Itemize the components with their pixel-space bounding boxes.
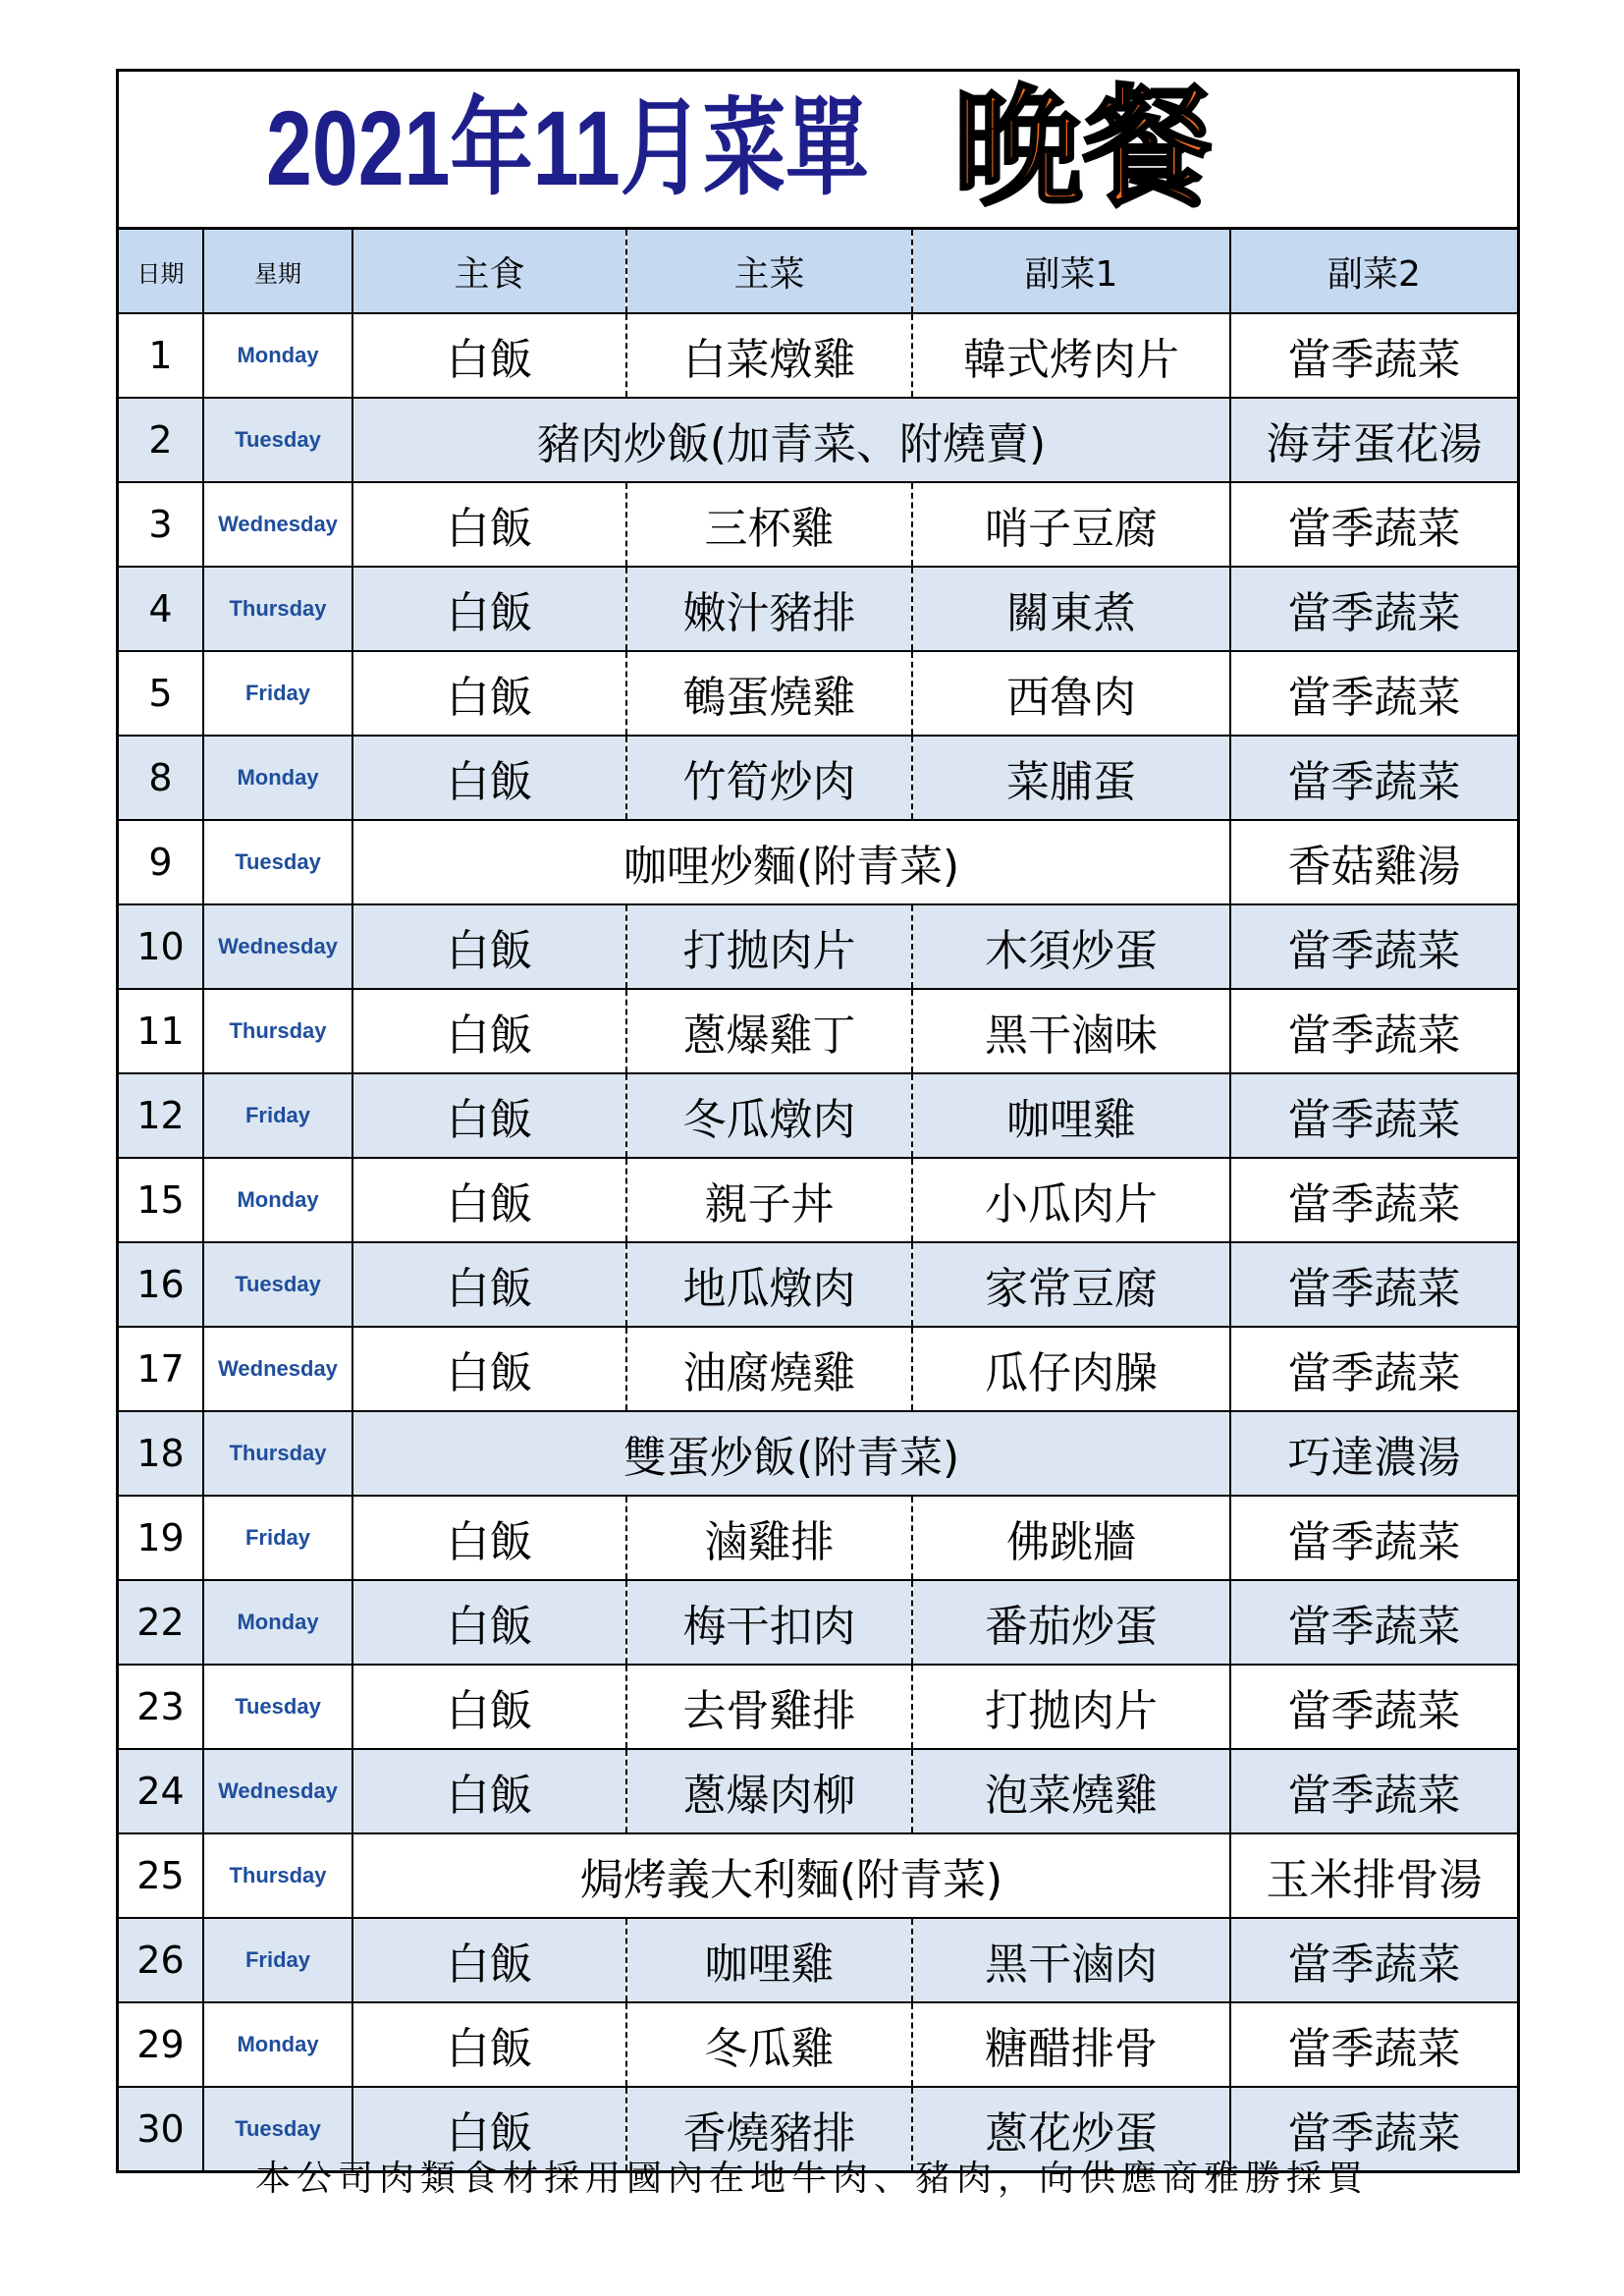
cell-staple: 白飯 xyxy=(352,1665,626,1749)
cell-side2: 海芽蛋花湯 xyxy=(1230,398,1517,482)
cell-day: Tuesday xyxy=(203,398,352,482)
cell-staple: 白飯 xyxy=(352,989,626,1073)
cell-staple: 白飯 xyxy=(352,2087,626,2170)
cell-day: Thursday xyxy=(203,989,352,1073)
cell-day: Wednesday xyxy=(203,904,352,989)
table-row xyxy=(119,1749,1517,1833)
cell-date: 11 xyxy=(119,989,203,1073)
header-side2: 副菜2 xyxy=(1230,230,1517,313)
table-row xyxy=(119,1918,1517,2002)
table-row xyxy=(119,313,1517,398)
cell-day: Thursday xyxy=(203,1833,352,1918)
cell-side1: 番茄炒蛋 xyxy=(912,1580,1230,1665)
cell-day: Friday xyxy=(203,1918,352,2002)
menu-body xyxy=(119,313,1517,2170)
cell-side2: 香菇雞湯 xyxy=(1230,820,1517,904)
cell-side1: 小瓜肉片 xyxy=(912,1158,1230,1242)
cell-day: Monday xyxy=(203,1158,352,1242)
cell-combined-dish: 焗烤義大利麵(附青菜) xyxy=(352,1833,1230,1918)
cell-side1: 黑干滷肉 xyxy=(912,1918,1230,2002)
cell-side1: 咖哩雞 xyxy=(912,1073,1230,1158)
cell-day: Tuesday xyxy=(203,2087,352,2170)
cell-staple: 白飯 xyxy=(352,1918,626,2002)
table-row xyxy=(119,1665,1517,1749)
cell-staple: 白飯 xyxy=(352,1242,626,1327)
header-side1: 副菜1 xyxy=(912,230,1230,313)
cell-date: 26 xyxy=(119,1918,203,2002)
cell-main-dish: 滷雞排 xyxy=(626,1496,912,1580)
cell-main-dish: 梅干扣肉 xyxy=(626,1580,912,1665)
cell-day: Monday xyxy=(203,736,352,820)
cell-main-dish: 油腐燒雞 xyxy=(626,1327,912,1411)
cell-date: 4 xyxy=(119,567,203,651)
cell-side1: 佛跳牆 xyxy=(912,1496,1230,1580)
cell-day: Tuesday xyxy=(203,1665,352,1749)
table-row xyxy=(119,820,1517,904)
cell-side2: 當季蔬菜 xyxy=(1230,1158,1517,1242)
cell-staple: 白飯 xyxy=(352,567,626,651)
table-row xyxy=(119,989,1517,1073)
cell-side1: 關東煮 xyxy=(912,567,1230,651)
cell-staple: 白飯 xyxy=(352,1580,626,1665)
footer-note: 本公司肉類食材採用國內在地牛肉、豬肉，向供應商雅勝採買 xyxy=(254,2159,1369,2199)
cell-side2: 當季蔬菜 xyxy=(1230,567,1517,651)
cell-side2: 當季蔬菜 xyxy=(1230,1665,1517,1749)
cell-staple: 白飯 xyxy=(352,2002,626,2087)
cell-side1: 糖醋排骨 xyxy=(912,2002,1230,2087)
cell-day: Tuesday xyxy=(203,1242,352,1327)
cell-staple: 白飯 xyxy=(352,1496,626,1580)
cell-main-dish: 三杯雞 xyxy=(626,482,912,567)
header-main: 主菜 xyxy=(626,230,912,313)
cell-main-dish: 鵪蛋燒雞 xyxy=(626,651,912,736)
cell-date: 30 xyxy=(119,2087,203,2170)
cell-side2: 當季蔬菜 xyxy=(1230,736,1517,820)
cell-date: 24 xyxy=(119,1749,203,1833)
cell-staple: 白飯 xyxy=(352,313,626,398)
cell-staple: 白飯 xyxy=(352,736,626,820)
table-row xyxy=(119,1496,1517,1580)
cell-date: 19 xyxy=(119,1496,203,1580)
cell-main-dish: 去骨雞排 xyxy=(626,1665,912,1749)
table-row xyxy=(119,1327,1517,1411)
cell-date: 12 xyxy=(119,1073,203,1158)
table-row xyxy=(119,1158,1517,1242)
header-day: 星期 xyxy=(203,230,352,313)
table-row xyxy=(119,1580,1517,1665)
cell-side2: 當季蔬菜 xyxy=(1230,313,1517,398)
title-banner xyxy=(119,72,1517,230)
cell-side2: 當季蔬菜 xyxy=(1230,482,1517,567)
cell-side2: 當季蔬菜 xyxy=(1230,1242,1517,1327)
cell-side2: 當季蔬菜 xyxy=(1230,904,1517,989)
cell-main-dish: 蔥爆雞丁 xyxy=(626,989,912,1073)
cell-combined-dish: 豬肉炒飯(加青菜、附燒賣) xyxy=(352,398,1230,482)
cell-main-dish: 冬瓜雞 xyxy=(626,2002,912,2087)
cell-side1: 黑干滷味 xyxy=(912,989,1230,1073)
cell-staple: 白飯 xyxy=(352,482,626,567)
cell-main-dish: 嫩汁豬排 xyxy=(626,567,912,651)
cell-date: 25 xyxy=(119,1833,203,1918)
table-row xyxy=(119,2002,1517,2087)
cell-combined-dish: 咖哩炒麵(附青菜) xyxy=(352,820,1230,904)
cell-side2: 當季蔬菜 xyxy=(1230,989,1517,1073)
cell-date: 15 xyxy=(119,1158,203,1242)
cell-date: 18 xyxy=(119,1411,203,1496)
cell-date: 23 xyxy=(119,1665,203,1749)
menu-table-frame xyxy=(116,69,1520,2173)
table-row xyxy=(119,651,1517,736)
cell-side2: 當季蔬菜 xyxy=(1230,1580,1517,1665)
cell-combined-dish: 雙蛋炒飯(附青菜) xyxy=(352,1411,1230,1496)
cell-date: 2 xyxy=(119,398,203,482)
cell-staple: 白飯 xyxy=(352,904,626,989)
cell-staple: 白飯 xyxy=(352,1327,626,1411)
cell-side1: 菜脯蛋 xyxy=(912,736,1230,820)
cell-day: Friday xyxy=(203,651,352,736)
cell-day: Monday xyxy=(203,313,352,398)
cell-main-dish: 咖哩雞 xyxy=(626,1918,912,2002)
table-row xyxy=(119,1073,1517,1158)
cell-date: 10 xyxy=(119,904,203,989)
header-staple: 主食 xyxy=(352,230,626,313)
cell-side1: 木須炒蛋 xyxy=(912,904,1230,989)
cell-side2: 當季蔬菜 xyxy=(1230,1496,1517,1580)
cell-main-dish: 白菜燉雞 xyxy=(626,313,912,398)
cell-day: Friday xyxy=(203,1073,352,1158)
cell-side2: 當季蔬菜 xyxy=(1230,2087,1517,2170)
cell-side2: 當季蔬菜 xyxy=(1230,1327,1517,1411)
cell-day: Wednesday xyxy=(203,1749,352,1833)
cell-date: 17 xyxy=(119,1327,203,1411)
table-row xyxy=(119,1411,1517,1496)
cell-date: 22 xyxy=(119,1580,203,1665)
cell-date: 29 xyxy=(119,2002,203,2087)
cell-staple: 白飯 xyxy=(352,651,626,736)
header-row xyxy=(119,230,1517,313)
meal-label: 晚餐 xyxy=(953,73,1213,224)
cell-staple: 白飯 xyxy=(352,1158,626,1242)
cell-side1: 瓜仔肉臊 xyxy=(912,1327,1230,1411)
cell-side1: 西魯肉 xyxy=(912,651,1230,736)
cell-main-dish: 打拋肉片 xyxy=(626,904,912,989)
cell-main-dish: 冬瓜燉肉 xyxy=(626,1073,912,1158)
cell-day: Friday xyxy=(203,1496,352,1580)
table-row xyxy=(119,482,1517,567)
menu-title: 2021年11月菜單 xyxy=(266,88,869,207)
cell-staple: 白飯 xyxy=(352,1073,626,1158)
cell-side1: 韓式烤肉片 xyxy=(912,313,1230,398)
cell-date: 3 xyxy=(119,482,203,567)
cell-day: Wednesday xyxy=(203,1327,352,1411)
cell-side1: 哨子豆腐 xyxy=(912,482,1230,567)
cell-side2: 巧達濃湯 xyxy=(1230,1411,1517,1496)
header-date: 日期 xyxy=(119,230,203,313)
cell-date: 8 xyxy=(119,736,203,820)
cell-side1: 家常豆腐 xyxy=(912,1242,1230,1327)
cell-main-dish: 地瓜燉肉 xyxy=(626,1242,912,1327)
cell-side2: 當季蔬菜 xyxy=(1230,2002,1517,2087)
table-row xyxy=(119,1242,1517,1327)
cell-side2: 當季蔬菜 xyxy=(1230,1073,1517,1158)
cell-date: 5 xyxy=(119,651,203,736)
cell-main-dish: 蔥爆肉柳 xyxy=(626,1749,912,1833)
cell-date: 16 xyxy=(119,1242,203,1327)
table-row xyxy=(119,736,1517,820)
cell-main-dish: 親子丼 xyxy=(626,1158,912,1242)
cell-day: Tuesday xyxy=(203,820,352,904)
cell-side1: 打拋肉片 xyxy=(912,1665,1230,1749)
table-row xyxy=(119,904,1517,989)
table-row xyxy=(119,1833,1517,1918)
cell-date: 1 xyxy=(119,313,203,398)
cell-date: 9 xyxy=(119,820,203,904)
cell-day: Wednesday xyxy=(203,482,352,567)
cell-side1: 蔥花炒蛋 xyxy=(912,2087,1230,2170)
cell-side2: 當季蔬菜 xyxy=(1230,1749,1517,1833)
cell-side1: 泡菜燒雞 xyxy=(912,1749,1230,1833)
menu-table xyxy=(119,230,1517,2170)
cell-side2: 當季蔬菜 xyxy=(1230,651,1517,736)
cell-main-dish: 香燒豬排 xyxy=(626,2087,912,2170)
cell-day: Thursday xyxy=(203,567,352,651)
cell-staple: 白飯 xyxy=(352,1749,626,1833)
cell-day: Monday xyxy=(203,1580,352,1665)
cell-day: Monday xyxy=(203,2002,352,2087)
cell-main-dish: 竹筍炒肉 xyxy=(626,736,912,820)
cell-side2: 當季蔬菜 xyxy=(1230,1918,1517,2002)
cell-day: Thursday xyxy=(203,1411,352,1496)
table-row xyxy=(119,398,1517,482)
cell-side2: 玉米排骨湯 xyxy=(1230,1833,1517,1918)
table-row xyxy=(119,567,1517,651)
